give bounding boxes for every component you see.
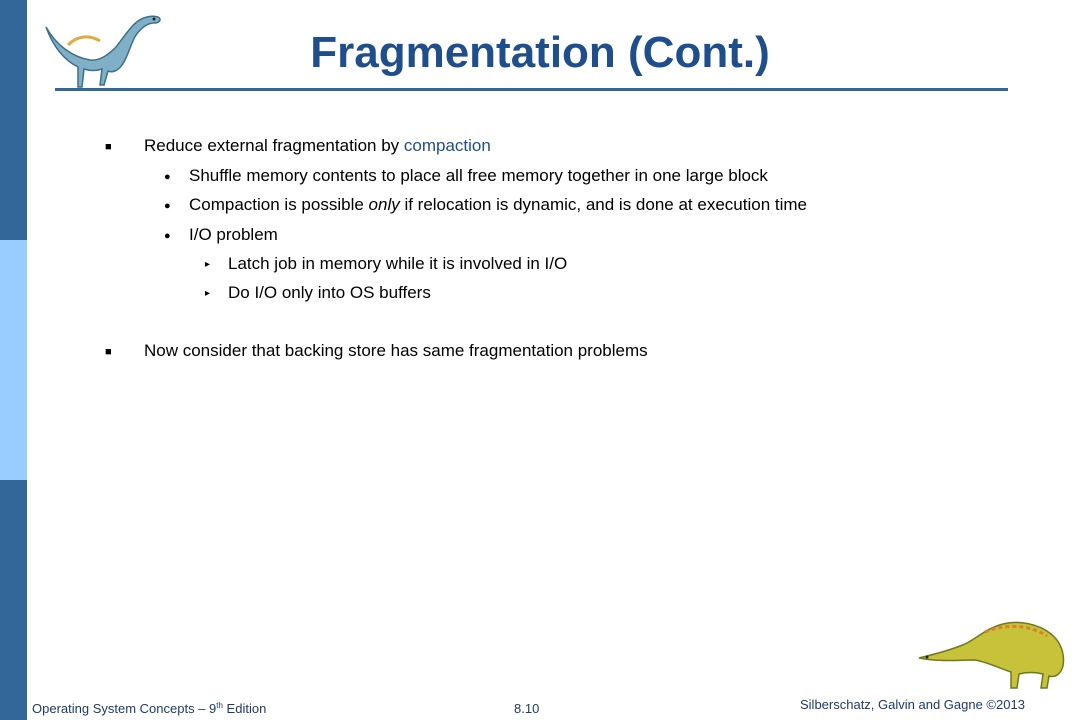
bullet-backing-store: Now consider that backing store has same fragmentation problems — [144, 341, 648, 360]
footer-book-prefix: Operating System Concepts – 9 — [32, 701, 217, 716]
sub-bullet-io-problem: I/O problem — [189, 225, 278, 244]
footer-copyright: Silberschatz, Galvin and Gagne ©2013 — [800, 697, 1025, 712]
bullet-marker-level3: ▸ — [205, 288, 211, 299]
bullet-marker-level2: ● — [164, 171, 171, 183]
sub-bullet-shuffle: Shuffle memory contents to place all free memory together in one large block — [189, 166, 768, 185]
sub-bullet-compaction-possible — [189, 195, 807, 215]
footer-book-suffix: Edition — [222, 701, 267, 716]
footer-book-title — [32, 701, 266, 716]
title-underline — [55, 88, 1008, 91]
bullet-marker-level1: ■ — [105, 346, 112, 358]
sidebar-segment-light — [0, 240, 27, 480]
sub-bullet-compaction-pre: Compaction is possible — [189, 195, 369, 214]
slide-title — [0, 28, 1080, 78]
sidebar-segment-dark-bottom — [0, 480, 27, 720]
footer-page-number: 8.10 — [514, 701, 540, 716]
bullet-compaction — [144, 136, 491, 156]
compaction-keyword: compaction — [403, 136, 491, 155]
sub-bullet-compaction-emphasis: only — [368, 195, 400, 214]
footer-book-sup: th — [216, 701, 223, 710]
subsub-bullet-os-buffers: Do I/O only into OS buffers — [228, 283, 431, 302]
bullet-marker-level1: ■ — [105, 141, 112, 153]
bullet-marker-level3: ▸ — [205, 259, 211, 270]
bullet-compaction-text: Reduce external fragmentation by — [144, 136, 404, 155]
slide-title-text: Fragmentation (Cont.) — [310, 28, 770, 77]
sub-bullet-compaction-post: if relocation is dynamic, and is done at execution time — [399, 195, 807, 214]
bullet-marker-level2: ● — [164, 230, 171, 242]
dinosaur-icon — [915, 610, 1071, 692]
bullet-marker-level2: ● — [164, 200, 171, 212]
sidebar-stripe — [0, 0, 27, 720]
subsub-bullet-latch-job: Latch job in memory while it is involved in I/O — [228, 254, 568, 273]
